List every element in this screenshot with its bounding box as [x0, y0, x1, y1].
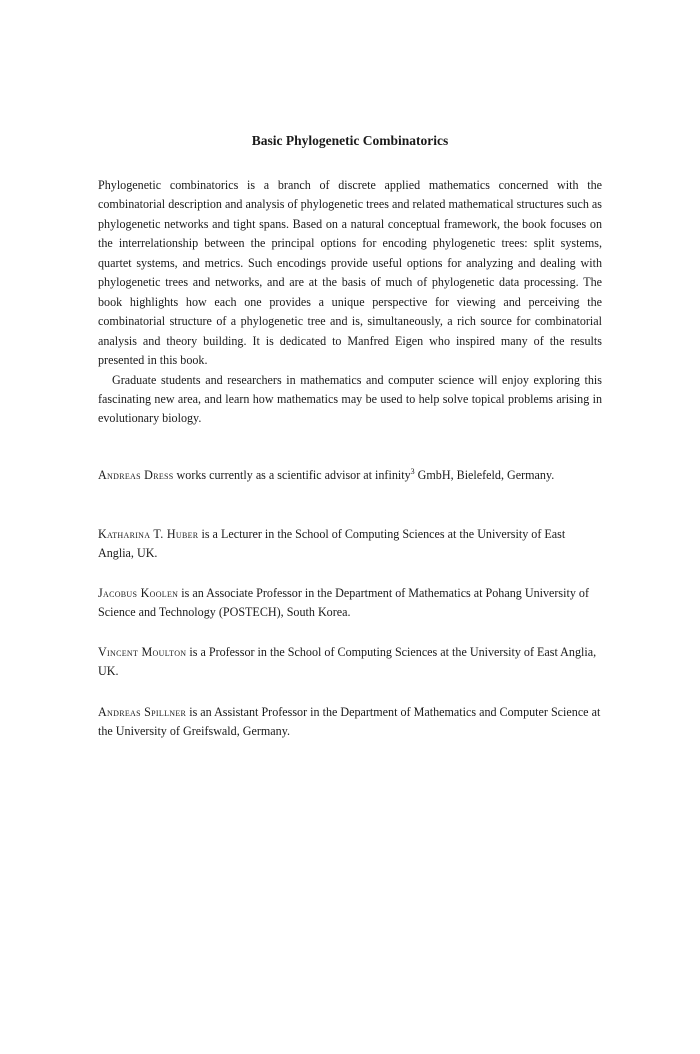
blurb-paragraph-2: Graduate students and researchers in mathematics and computer science will enjoy exploring this fascinating new area, and learn how mathematics may be used to help solve topical problems arising in evolutionary biology. [98, 372, 602, 426]
author-name: Jacobus Koolen [98, 586, 179, 600]
book-blurb [98, 176, 602, 429]
author-bio-text: works currently as a scientific advisor at infinity [173, 468, 411, 482]
author-bio-koolen [98, 584, 602, 623]
author-name: Vincent Moulton [98, 645, 187, 659]
superscript: 3 [410, 467, 415, 476]
author-bio-text: is an Assistant Professor in the Department of Mathematics and Computer Science at the University of Greifswald, Germany. [98, 705, 601, 739]
author-name: Katharina T. Huber [98, 527, 199, 541]
author-bio-spillner [98, 703, 602, 742]
author-bio-moulton [98, 643, 602, 682]
author-bio-text: is an Associate Professor in the Department of Mathematics at Pohang University of Science and Technology (POSTECH), South Korea. [98, 586, 589, 620]
author-bio-text: is a Lecturer in the School of Computing Sciences at the University of East Anglia, UK. [98, 527, 566, 561]
author-name: Andreas Dress [98, 468, 174, 482]
author-bio-text: GmbH, Bielefeld, Germany. [414, 468, 555, 482]
author-bio-dress [98, 466, 602, 485]
author-name: Andreas Spillner [98, 705, 187, 719]
book-title: Basic Phylogenetic Combinatorics [251, 133, 449, 148]
author-bio-text: is a Professor in the School of Computing Sciences at the University of East Anglia, UK. [98, 645, 597, 679]
author-bio-huber [98, 525, 602, 564]
blurb-paragraph-1: Phylogenetic combinatorics is a branch of discrete applied mathematics concerned with the combinatorial description and analysis of phylogenetic trees and related mathematical structures such as phylogenetic networks and tight spans. Based on a natural conceptual framework, the book focuses on the interrelationship between the principal options for encoding phylogenetic trees: split systems, quartet systems, and metrics. Such encodings provide useful options for analyzing and dealing with phylogenetic trees and networks, and are at the basis of much of phylogenetic data processing. The book highlights how each one provides a unique perspective for viewing and perceiving the combinatorial structure of a phylogenetic tree and is, simultaneously, a rich source for combinatorial analysis and theory building. It is dedicated to Manfred Eigen who inspired many of the results presented in this book. [98, 178, 602, 368]
